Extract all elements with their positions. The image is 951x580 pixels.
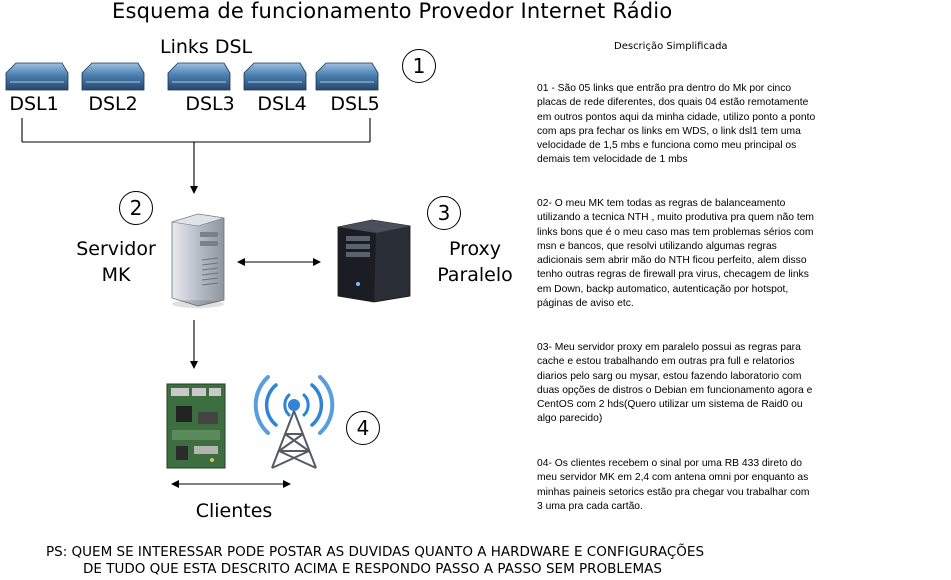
ps-line-2: DE TUDO QUE ESTA DESCRITO ACIMA E RESPONDO PASSO A PASSO SEM PROBLEMAS	[83, 561, 662, 577]
diagram-title: Esquema de funcionamento Provedor Internet Rádio	[112, 0, 673, 23]
proxy-label	[430, 236, 520, 288]
dsl-modem-icon-3	[168, 63, 230, 90]
description-title: Descrição Simplificada	[614, 41, 728, 52]
mk-server-icon	[172, 214, 224, 308]
step-marker-4: 4	[346, 411, 380, 445]
description-paragraph-2: 02- O meu MK tem todas as regras de balanceamento utilizando a tecnica NTH , muito produtiva pra quem não tem links bons que é o meu caso mas tem problemas sérios com msn e bancos, que resolvi utilizando algumas regras adicionais sem abrir mão do NTH ficou perfeito, alem disso tenho outras regras de firewall pra virus, checagem de links em Down, backp automatico, autenticação por hotspot, páginas de aviso etc.	[537, 198, 815, 310]
step-marker-1: 1	[402, 49, 436, 83]
paralelo-text: Paralelo	[437, 264, 513, 286]
proxy-server-icon	[338, 220, 410, 302]
mk-text: MK	[101, 264, 131, 286]
ps-note	[46, 544, 704, 578]
description-paragraph-4: 04- Os clientes recebem o sinal por uma RB 433 direto do meu servidor MK em 2,4 com antena omni por enquanto as minhas paineis setorics estão pra chegar vou trabalhar com 3 uma pra cada cartão.	[537, 458, 810, 512]
clients-label: Clientes	[195, 500, 273, 522]
dsl-label-3: DSL3	[185, 93, 235, 115]
proxy-text: Proxy	[448, 238, 502, 260]
dsl-modem-icon-5	[316, 63, 378, 90]
dsl-modem-icon-2	[82, 63, 144, 90]
dsl-modem-icon-1	[6, 63, 68, 90]
omni-antenna-icon	[256, 377, 333, 468]
servidor-text: Servidor	[76, 238, 156, 260]
dsl-label-5: DSL5	[330, 93, 380, 115]
dsl-label-1: DSL1	[9, 93, 59, 115]
dsl-label-2: DSL2	[88, 93, 138, 115]
ps-line-1: PS: QUEM SE INTERESSAR PODE POSTAR AS DUVIDAS QUANTO A HARDWARE E CONFIGURAÇÕES	[46, 544, 705, 560]
dsl-label-4: DSL4	[257, 93, 307, 115]
step-marker-2: 2	[119, 191, 153, 225]
dsl-bracket	[22, 118, 370, 142]
dsl-modem-icon-4	[244, 63, 306, 90]
links-dsl-heading: Links DSL	[160, 36, 253, 58]
mk-server-label	[70, 236, 162, 288]
step-marker-3: 3	[427, 196, 461, 230]
description-paragraph-1: 01 - São 05 links que entrão pra dentro do Mk por cinco placas de rede diferentes, dos quais 04 estão remotamente em outros pontos aqui da minha cidade, utilizo ponto a ponto com aps pra fechar os links em WDS, o link dsl1 tem uma velocidade de 1,5 mbs e funciona como meu principal os demais tem velocidade de 1 mbs	[537, 83, 816, 166]
description-paragraph-3: 03- Meu servidor proxy em paralelo possui as regras para cache e estou trabalhando em outras pra full e relatorios diarios pelo sarg ou mysar, estou fazendo laboratorio com duas opções de distros o Debian em funcionamento agora e CentOS com 2 hds(Quero utilizar um sistema de Raid0 ou algo parecido)	[537, 342, 813, 425]
router-board-icon	[167, 384, 225, 468]
